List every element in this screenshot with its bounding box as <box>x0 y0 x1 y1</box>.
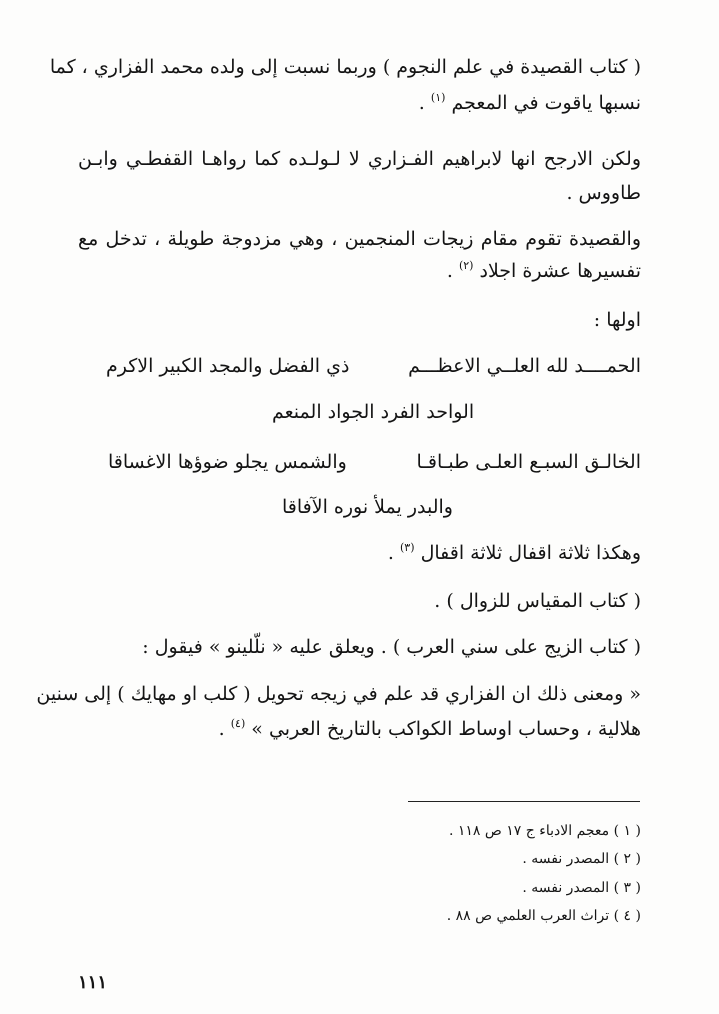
footnote-ref-1: (١) <box>430 91 446 104</box>
footnote-3: ( ٣ ) المصدر نفسه . <box>522 880 641 896</box>
verse-4-centered: والبدر يملأ نوره الآفاقا <box>282 496 453 518</box>
paragraph-3-line-2-text: تفسيرها عشرة اجلاد <box>479 260 641 282</box>
quote-end: . <box>218 718 231 740</box>
quote-line-2 <box>219 716 641 742</box>
verse-1-first-hemistich: الحمــــد لله العلــي الاعظـــم <box>408 355 641 377</box>
paragraph-2-line-1: ولكن الارجح انها لابراهيم الفـزاري لا لـولـده كما رواهـا القفطـي وابـن <box>78 148 641 170</box>
page-number: ١١١ <box>78 972 108 993</box>
footnote-ref-2: (٢) <box>458 259 474 272</box>
verse-1-second-hemistich: ذي الفضل والمجد الكبير الاكرم <box>106 355 350 377</box>
footnote-ref-3: (٣) <box>400 541 415 554</box>
paragraph-1-line-2-text: نسبها ياقوت في المعجم <box>451 92 641 114</box>
paragraph-2-line-2: طاووس . <box>566 182 641 204</box>
verse-2-centered: الواحد الفرد الجواد المنعم <box>272 401 475 423</box>
book-title-zij: ( كتاب الزيج على سني العرب ) . ويعلق عليه « نلّلينو » فيقول : <box>142 636 641 658</box>
paragraph-3-line-2 <box>447 258 641 284</box>
footnote-4: ( ٤ ) تراث العرب العلمي ص ٨٨ . <box>446 908 641 924</box>
quote-line-2-text: هلالية ، وحساب اوساط الكواكب بالتاريخ العربي » <box>251 718 641 740</box>
footnote-1: ( ١ ) معجم الادباء ج ١٧ ص ١١٨ . <box>448 823 641 839</box>
after-verses-end: . <box>387 542 400 564</box>
paragraph-3-line-1: والقصيدة تقوم مقام زيجات المنجمين ، وهي مزدوجة طويلة ، تدخل مع <box>78 228 641 250</box>
verse-3-second-hemistich: والشمس يجلو ضوؤها الاغساقا <box>108 451 347 473</box>
paragraph-3-end: . <box>446 260 459 282</box>
paragraph-1-line-2 <box>419 90 641 116</box>
poem-intro: اولها : <box>593 309 641 331</box>
quote-line-1: « ومعنى ذلك ان الفزاري قد علم في زيجه تحويل ( كلب او مهايك ) إلى سنين <box>36 683 641 705</box>
after-verses-text: وهكذا ثلاثة اقفال ثلاثة اقفال <box>420 542 641 564</box>
paragraph-1-end: . <box>418 92 431 114</box>
after-verses-line <box>388 540 641 566</box>
footnote-separator <box>408 801 640 802</box>
verse-3-first-hemistich: الخالـق السبـع العلـى طبـاقـا <box>416 451 641 473</box>
book-title-miqyas: ( كتاب المقياس للزوال ) . <box>434 590 641 612</box>
paragraph-1-line-1: ( كتاب القصيدة في علم النجوم ) وربما نسبت إلى ولده محمد الفزاري ، كما <box>49 56 641 78</box>
footnote-ref-4: (٤) <box>230 717 246 730</box>
footnote-2: ( ٢ ) المصدر نفسه . <box>522 851 641 867</box>
